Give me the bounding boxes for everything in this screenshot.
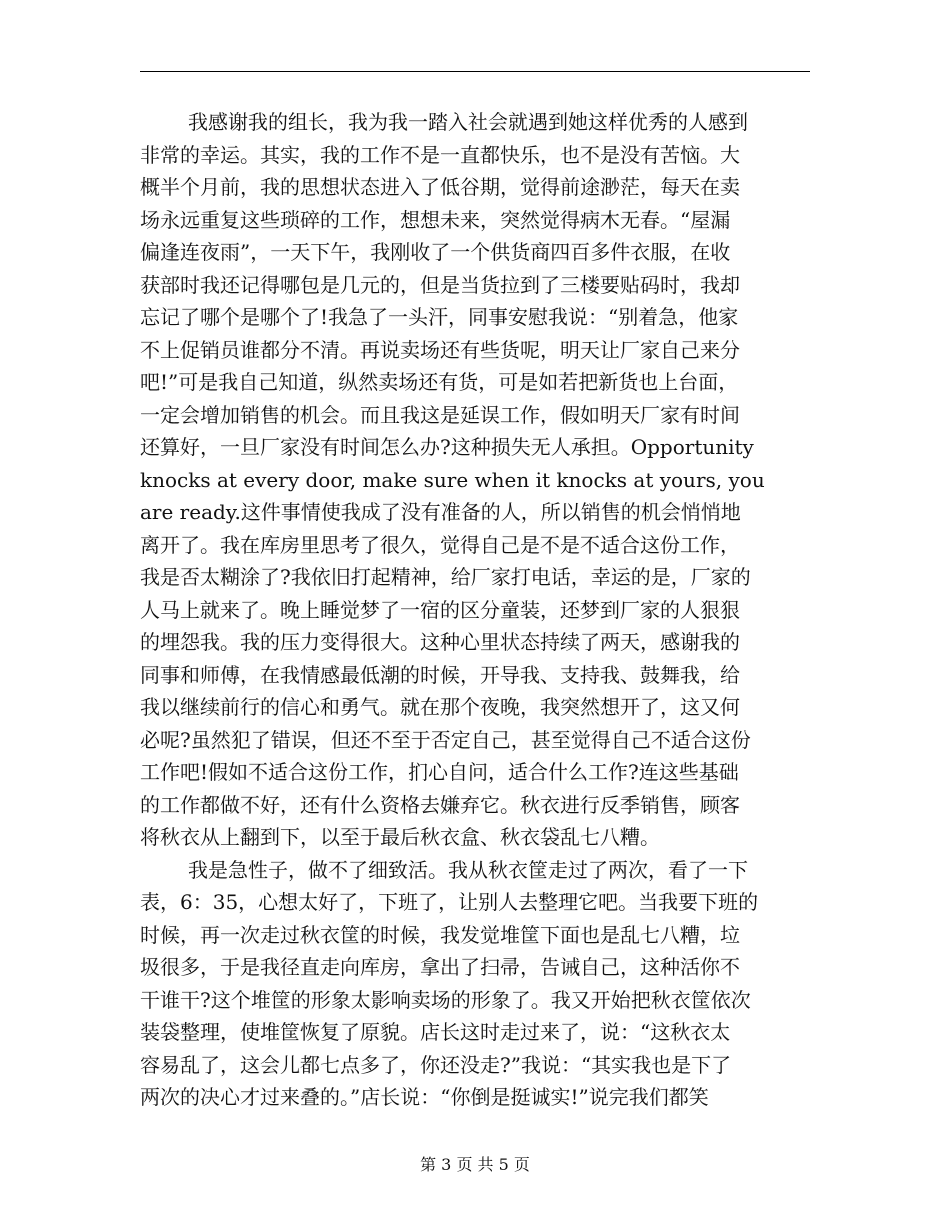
- text-line: 表，6：35，心想太好了，下班了，让别人去整理它吧。当我要下班的: [140, 890, 759, 914]
- text-line: 将秋衣从上翻到下，以至于最后秋衣盒、秋衣袋乱七八糟。: [140, 825, 660, 849]
- text-line: 必呢?虽然犯了错误，但还不至于否定自己，甚至觉得自己不适合这份: [140, 727, 751, 752]
- text-line: 容易乱了，这会儿都七点多了，你还没走?”我说：“其实我也是下了: [140, 1052, 732, 1077]
- text-line: 离开了。我在库房里思考了很久，觉得自己是不是不适合这份工作，: [140, 532, 740, 557]
- text-line: 吧!”可是我自己知道，纵然卖场还有货，可是如若把新货也上台面，: [140, 370, 739, 394]
- text-line: 人马上就来了。晚上睡觉梦了一宿的区分童装，还梦到厂家的人狠狠: [140, 597, 740, 622]
- text-line: 装袋整理，使堆筐恢复了原貌。店长这时走过来了，说：“这秋衣太: [140, 1020, 731, 1044]
- text-line: 不上促销员谁都分不清。再说卖场还有些货呢，明天让厂家自己来分: [140, 337, 740, 362]
- text-line: 我是急性子，做不了细致活。我从秋衣筐走过了两次，看了一下: [188, 857, 748, 882]
- text-line: 还算好，一旦厂家没有时间怎么办?这种损失无人承担。Opportunity: [140, 435, 754, 459]
- page-footer: 第 3 页 共 5 页: [420, 1155, 530, 1174]
- header-rule: [140, 71, 810, 72]
- text-line: 同事和师傅，在我情感最低潮的时候，开导我、支持我、鼓舞我，给: [140, 662, 740, 687]
- text-line: knocks at every door, make sure when it knocks at yours, you: [140, 467, 765, 492]
- text-line: 我感谢我的组长，我为我一踏入社会就遇到她这样优秀的人感到: [188, 110, 748, 134]
- text-line: 的工作都做不好，还有什么资格去嫌弃它。秋衣进行反季销售，顾客: [140, 792, 740, 817]
- text-line: 场永远重复这些琐碎的工作，想想未来，突然觉得病木无春。“屋漏: [140, 207, 731, 232]
- text-line: 一定会增加销售的机会。而且我这是延误工作，假如明天厂家有时间: [140, 402, 740, 427]
- text-line: 非常的幸运。其实，我的工作不是一直都快乐，也不是没有苦恼。大: [140, 142, 740, 167]
- text-line: 时候，再一次走过秋衣筐的时候，我发觉堆筐下面也是乱七八糟，垃: [140, 922, 740, 947]
- text-line: 概半个月前，我的思想状态进入了低谷期，觉得前途渺茫，每天在卖: [140, 175, 740, 199]
- paragraph-1: [140, 106, 810, 854]
- text-line: 干谁干?这个堆筐的形象太影响卖场的形象了。我又开始把秋衣筐依次: [140, 987, 751, 1012]
- text-line: 偏逢连夜雨”，一天下午，我刚收了一个供货商四百多件衣服，在收: [140, 240, 731, 264]
- text-line: 我是否太糊涂了?我依旧打起精神，给厂家打电话，幸运的是，厂家的: [140, 565, 751, 589]
- text-line: 工作吧!假如不适合这份工作，扪心自问，适合什么工作?连这些基础: [140, 760, 739, 784]
- text-line: are ready.这件事情使我成了没有准备的人，所以销售的机会悄悄地: [140, 500, 741, 524]
- text-line: 获部时我还记得哪包是几元的，但是当货拉到了三楼要贴码时，我却: [140, 272, 740, 297]
- text-line: 两次的决心才过来叠的。”店长说：“你倒是挺诚实!”说完我们都笑: [140, 1085, 709, 1109]
- text-line: 我以继续前行的信心和勇气。就在那个夜晚，我突然想开了，这又何: [140, 695, 740, 719]
- text-line: 忘记了哪个是哪个了!我急了一头汗，同事安慰我说：“别着急，他家: [140, 305, 739, 329]
- paragraph-2: [140, 854, 810, 1114]
- body-text: [140, 106, 810, 1114]
- text-line: 的埋怨我。我的压力变得很大。这种心里状态持续了两天，感谢我的: [140, 630, 740, 654]
- text-line: 圾很多，于是我径直走向库房，拿出了扫帚，告诫自己，这种活你不: [140, 955, 740, 979]
